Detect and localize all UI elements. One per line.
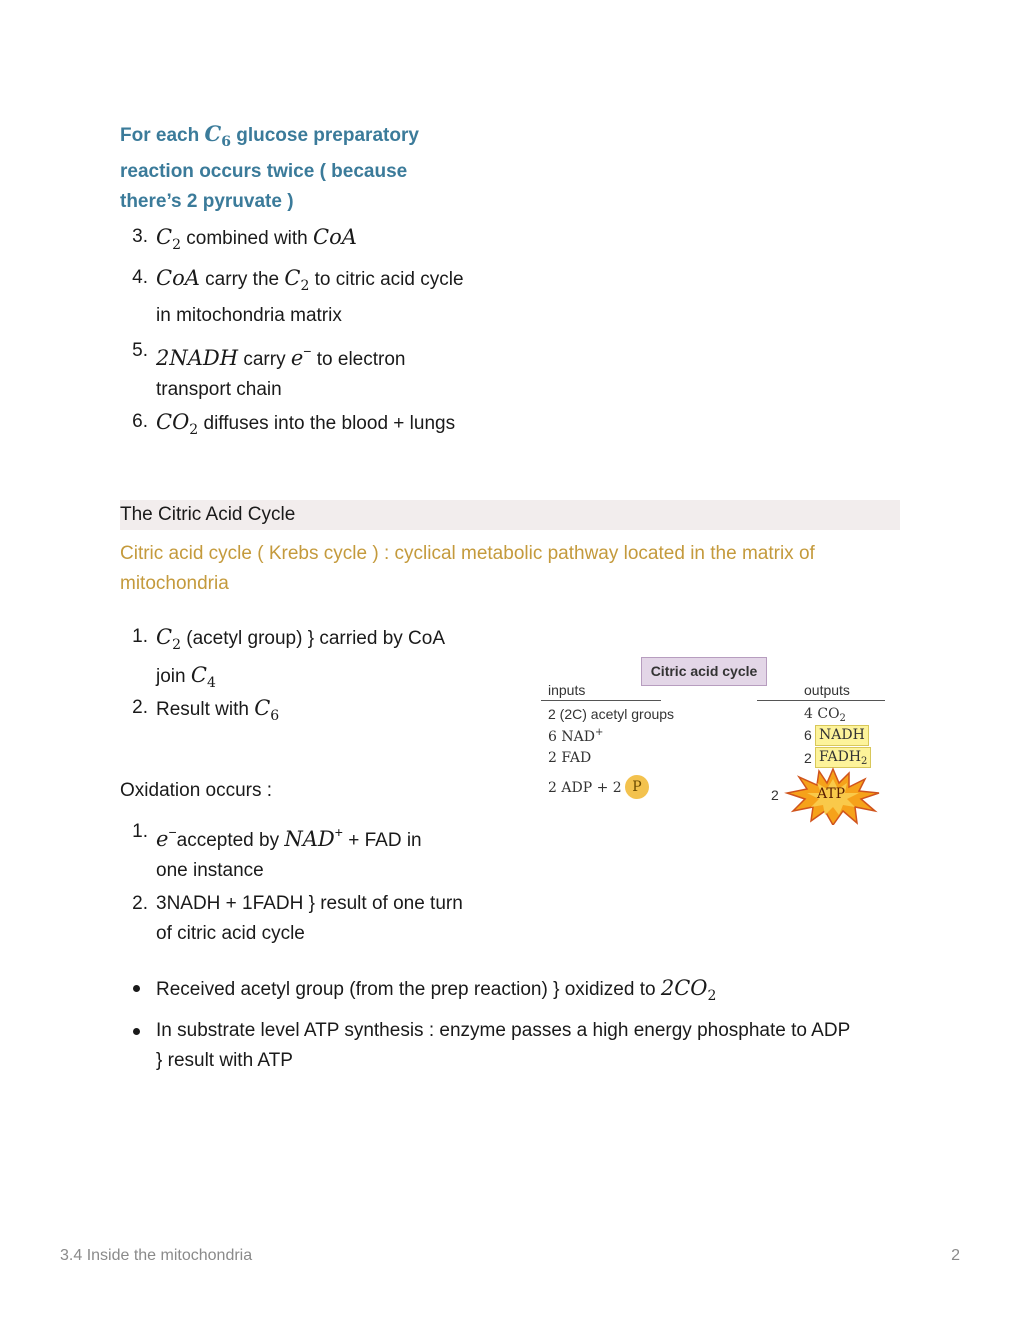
intro-heading: For each $C_6$ glucose preparatory reaction occurs twice ( because there’s 2 pyruvate ) <box>120 121 419 212</box>
figure-title: Citric acid cycle <box>641 657 767 686</box>
oxidation-heading: Oxidation occurs : <box>120 780 273 801</box>
input-nad: 6 NAD+ <box>548 727 604 745</box>
output-atp-count: 2 <box>771 787 779 803</box>
list-item: In substrate level ATP synthesis : enzyme passes a high energy phosphate to ADP } result with ATP <box>156 1020 851 1071</box>
output-nadh-count: 6 <box>804 727 812 743</box>
list-item: 2. 3NADH + 1FADH } result of one turn of citric acid cycle <box>132 893 463 944</box>
list-item: 4. CoA carry the $C_2$ to citric acid cycle in mitochondria matrix <box>132 266 464 326</box>
output-fadh2: $FADH_2$ <box>815 747 871 768</box>
output-co2: 4 $CO_2$ <box>804 706 846 724</box>
phosphate-icon: P <box>625 775 649 799</box>
page-number: 2 <box>951 1247 960 1264</box>
list-item: 1. e−accepted by NAD+ + FAD in one instance <box>132 821 422 881</box>
output-nadh: NADH <box>815 725 869 746</box>
input-acetyl: 2 (2C) acetyl groups <box>548 706 675 722</box>
list-item: 1. $C_2$ (acetyl group) } carried by CoA join $C_4$ <box>132 625 446 691</box>
bullet-dot <box>133 985 140 992</box>
output-atp: ATP <box>817 786 846 802</box>
inputs-label: inputs <box>548 682 586 698</box>
definition-text: Citric acid cycle ( Krebs cycle ) : cyclical metabolic pathway located in the matrix of mitochondria <box>120 543 815 594</box>
output-fadh2-count: 2 <box>804 750 812 766</box>
input-fad: 2 FAD <box>548 750 592 766</box>
section-title: The Citric Acid Cycle <box>120 500 900 530</box>
outputs-rule <box>757 700 885 701</box>
bullet-dot <box>133 1028 140 1035</box>
footer-title: 3.4 Inside the mitochondria <box>60 1247 253 1264</box>
citric-acid-cycle-figure <box>535 655 890 830</box>
input-adp: 2 ADP + 2 <box>548 780 622 796</box>
inputs-rule <box>541 700 661 701</box>
outputs-label: outputs <box>804 682 850 698</box>
list-item: 5. 2NADH carry e− to electron transport chain <box>132 340 406 400</box>
list-item: Received acetyl group (from the prep reaction) } oxidized to $2CO_2$ <box>156 976 717 1004</box>
